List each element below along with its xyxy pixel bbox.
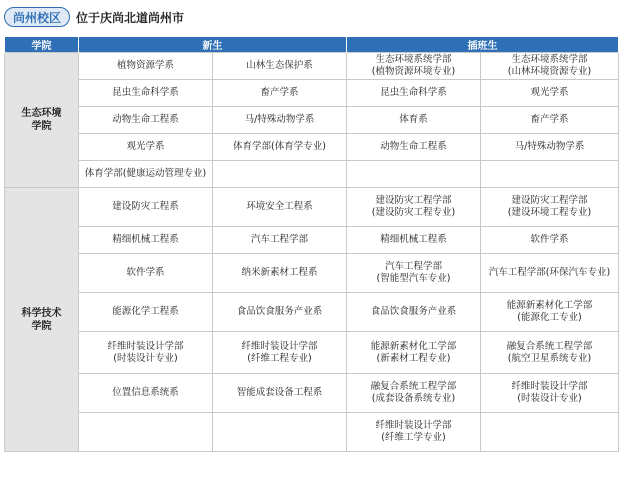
program-name-line: 生态环境系统学部 (375, 54, 452, 65)
program-cell (481, 254, 619, 293)
program-cell (213, 53, 347, 80)
program-cell (347, 293, 481, 332)
program-cell (213, 227, 347, 254)
program-cell (213, 188, 347, 227)
program-name-line: 体育学部(体育学专业) (233, 141, 326, 152)
program-cell (79, 107, 213, 134)
program-cell (347, 80, 481, 107)
program-cell (213, 107, 347, 134)
table-row (5, 374, 619, 413)
program-name-line: 软件学系 (530, 234, 569, 245)
program-name-line: (植物资源环境专业) (371, 66, 456, 77)
program-cell (481, 80, 619, 107)
empty-cell (79, 413, 213, 452)
program-name-line: (建设环境工程专业) (507, 207, 592, 218)
program-name-line: 精细机械工程系 (112, 234, 179, 245)
program-name-line: (纤维工学专业) (381, 432, 446, 443)
program-name-line: 软件学系 (126, 267, 165, 278)
program-cell (347, 227, 481, 254)
program-cell (347, 53, 481, 80)
program-cell (347, 107, 481, 134)
program-cell (213, 80, 347, 107)
program-name-line: 建设防灾工程学部 (375, 195, 452, 206)
table-row (5, 332, 619, 374)
program-name-line: 昆虫生命科学系 (380, 87, 447, 98)
empty-cell (481, 161, 619, 188)
program-name-line: 食品饮食服务产业系 (370, 306, 457, 317)
program-cell (347, 374, 481, 413)
program-cell (213, 293, 347, 332)
program-name-line: 建设防灾工程学部 (511, 195, 588, 206)
program-name-line: 融复合系统工程学部 (506, 340, 593, 352)
table-header-row (5, 37, 619, 53)
empty-cell (481, 413, 619, 452)
program-cell (481, 293, 619, 332)
program-cell (213, 254, 347, 293)
program-name-line: 动物生命工程系 (112, 114, 179, 125)
header-transfer: 插班生 (347, 37, 619, 53)
program-name-line: 建设防灾工程系 (112, 201, 179, 212)
program-cell (347, 254, 481, 293)
program-name-line: 观光学系 (126, 141, 165, 152)
program-name-line: 畜产学系 (530, 114, 569, 125)
program-name-line: 植物资源学系 (116, 60, 174, 71)
program-cell (481, 134, 619, 161)
header-college: 学院 (5, 37, 79, 53)
program-name-line: 体育系 (399, 114, 428, 125)
program-name-line: 智能成套设备工程系 (236, 387, 323, 398)
program-cell (79, 332, 213, 374)
table-row (5, 188, 619, 227)
program-cell (213, 134, 347, 161)
program-name-line: (建设防灾工程专业) (371, 207, 456, 218)
college-name-line: 生态环境 (21, 108, 62, 119)
program-cell (481, 227, 619, 254)
program-cell (79, 53, 213, 80)
program-name-line: (纤维工程专业) (247, 352, 312, 364)
program-name-line: 汽车工程学部 (384, 261, 442, 272)
table-row (5, 254, 619, 293)
college-name-line: 学院 (31, 320, 52, 332)
program-name-line: (智能型汽车专业) (376, 273, 451, 284)
program-name-line: (能源化工专业) (517, 312, 582, 323)
program-cell (79, 80, 213, 107)
college-name (5, 188, 79, 452)
program-name-line: (时装设计专业) (113, 352, 178, 364)
program-cell (347, 134, 481, 161)
program-cell (481, 332, 619, 374)
program-name-line: 动物生命工程系 (380, 141, 447, 152)
program-table (4, 37, 619, 452)
program-name-line: (新素材工程专业) (376, 352, 451, 364)
empty-cell (213, 161, 347, 188)
program-name-line: 马/特殊动物学系 (514, 141, 585, 152)
program-cell (79, 188, 213, 227)
table-row (5, 107, 619, 134)
program-cell (79, 293, 213, 332)
table-body (5, 53, 619, 452)
program-cell (79, 134, 213, 161)
program-cell (213, 374, 347, 413)
empty-cell (347, 161, 481, 188)
program-name-line: 汽车工程学部 (250, 234, 308, 245)
program-cell (79, 374, 213, 413)
program-name-line: 能源化学工程系 (112, 306, 179, 317)
program-name-line: 纳米新素材工程系 (241, 267, 318, 278)
program-name-line: 纤维时装设计学部 (107, 340, 184, 352)
table-row (5, 293, 619, 332)
table-row (5, 53, 619, 80)
campus-badge: 尚州校区 (4, 7, 70, 27)
program-name-line: (时装设计专业) (517, 393, 582, 404)
program-name-line: 能源新素材化工学部 (506, 300, 593, 311)
program-cell (481, 374, 619, 413)
program-name-line: 纤维时装设计学部 (511, 381, 588, 392)
program-name-line: 畜产学系 (260, 87, 299, 98)
table-row (5, 134, 619, 161)
program-cell (79, 227, 213, 254)
college-name-line: 学院 (31, 121, 52, 132)
program-cell (481, 53, 619, 80)
program-name-line: 汽车工程学部(环保汽车专业) (488, 267, 611, 278)
program-cell (79, 254, 213, 293)
program-name-line: 融复合系统工程学部 (370, 381, 457, 392)
empty-cell (213, 413, 347, 452)
campus-header (4, 6, 184, 28)
program-cell (347, 332, 481, 374)
program-name-line: 食品饮食服务产业系 (236, 306, 323, 317)
college-name (5, 53, 79, 188)
table-row (5, 413, 619, 452)
program-name-line: 生态环境系统学部 (511, 54, 588, 65)
program-name-line: (山林环境资源专业) (507, 66, 592, 77)
program-name-line: 体育学部(健康运动管理专业) (84, 168, 207, 179)
program-name-line: 能源新素材化工学部 (370, 340, 457, 352)
program-name-line: 纤维时装设计学部 (241, 340, 318, 352)
program-name-line: 纤维时装设计学部 (375, 420, 452, 431)
program-name-line: 山林生态保护系 (246, 60, 313, 71)
program-name-line: (成套设备系统专业) (371, 393, 456, 404)
table-row (5, 161, 619, 188)
campus-location: 位于庆尚北道尚州市 (76, 10, 185, 25)
table-row (5, 80, 619, 107)
program-name-line: 观光学系 (530, 87, 569, 98)
program-name-line: 精细机械工程系 (380, 234, 447, 245)
program-name-line: (航空卫星系统专业) (507, 352, 592, 364)
table-row (5, 227, 619, 254)
program-cell (79, 161, 213, 188)
program-cell (481, 107, 619, 134)
program-name-line: 马/特殊动物学系 (244, 114, 315, 125)
program-cell (347, 413, 481, 452)
program-cell (213, 332, 347, 374)
header-new-students: 新生 (79, 37, 347, 53)
program-cell (347, 188, 481, 227)
program-name-line: 环境安全工程系 (246, 201, 313, 212)
program-cell (481, 188, 619, 227)
college-name-line: 科学技术 (21, 307, 62, 319)
program-name-line: 位置信息系统系 (112, 387, 179, 398)
program-name-line: 昆虫生命科学系 (112, 87, 179, 98)
